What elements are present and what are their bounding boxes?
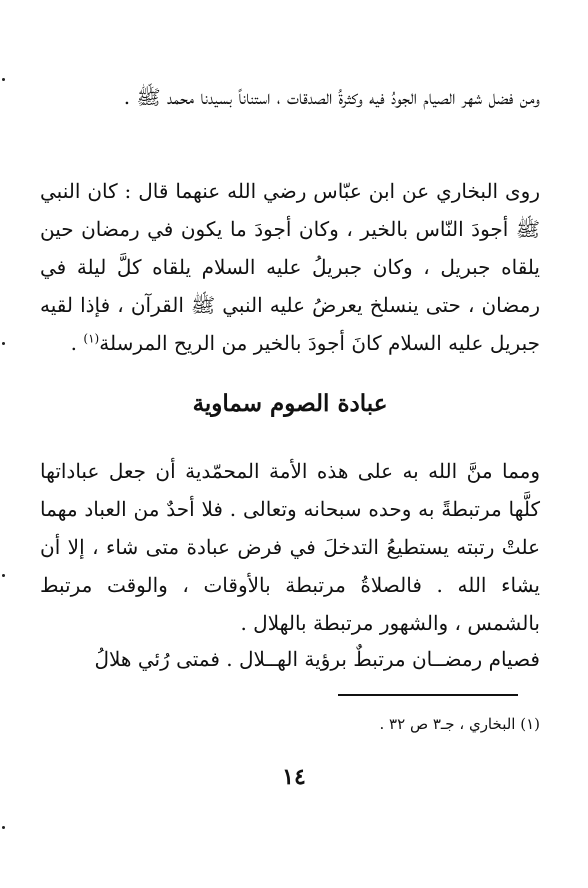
margin-mark bbox=[2, 78, 5, 81]
margin-mark bbox=[2, 574, 5, 577]
margin-mark bbox=[2, 342, 5, 345]
section-heading: عبادة الصوم سماوية bbox=[192, 390, 388, 417]
paragraph-worship: ومما منَّ الله به على هذه الأمة المحمّدية أن جعل عباداتها كلَّها مرتبطةً به وحده سبحانه وتعالى . فلا أحدٌ من العباد مهما علتْ رتبته يستطيعُ التدخلَ في فرض عبادة متى شاء ، إلا أن يشاء الله . فالصلاةُ مرتبطة بالأوقات ، والوقت مرتبط بالشمس ، والشهور مرتبطة بالهلال . bbox=[40, 459, 540, 635]
paragraph-ramadan-crescent: فصيام رمضــان مرتبطٌ برؤية الهــلال . فمتى رُئي هلالُ bbox=[94, 647, 540, 671]
paragraph-generosity: ومن فضل شهر الصيام الجودُ فيه وكثرةُ الصدقات ، استناناً بسيدنا محمد ﷺ . bbox=[123, 85, 540, 109]
margin-mark bbox=[2, 826, 5, 829]
footnote-reference[interactable]: (١) bbox=[83, 331, 100, 346]
paragraph-hadith bbox=[40, 172, 540, 362]
page-number: ١٤ bbox=[282, 764, 306, 790]
hadith-end: . bbox=[70, 331, 84, 355]
footnote: (١) البخاري ، جـ٣ ص ٣٢ . bbox=[379, 715, 540, 733]
footnote-divider bbox=[338, 694, 518, 696]
hadith-text: روى البخاري عن ابن عبّاس رضي الله عنهما قال : كان النبي ﷺ أجودَ النّاس بالخير ، وكان أجودَ ما يكون في رمضان حين يلقاه جبريل ، وكان جبريلُ عليه السلام يلقاه كلَّ ليلة في رمضان ، حتى ينسلخ يعرضُ عليه النبي ﷺ القرآن ، فإذا لقيه جبريل عليه السلام كانَ أجودَ بالخير من الريح المرسلة bbox=[40, 179, 540, 355]
